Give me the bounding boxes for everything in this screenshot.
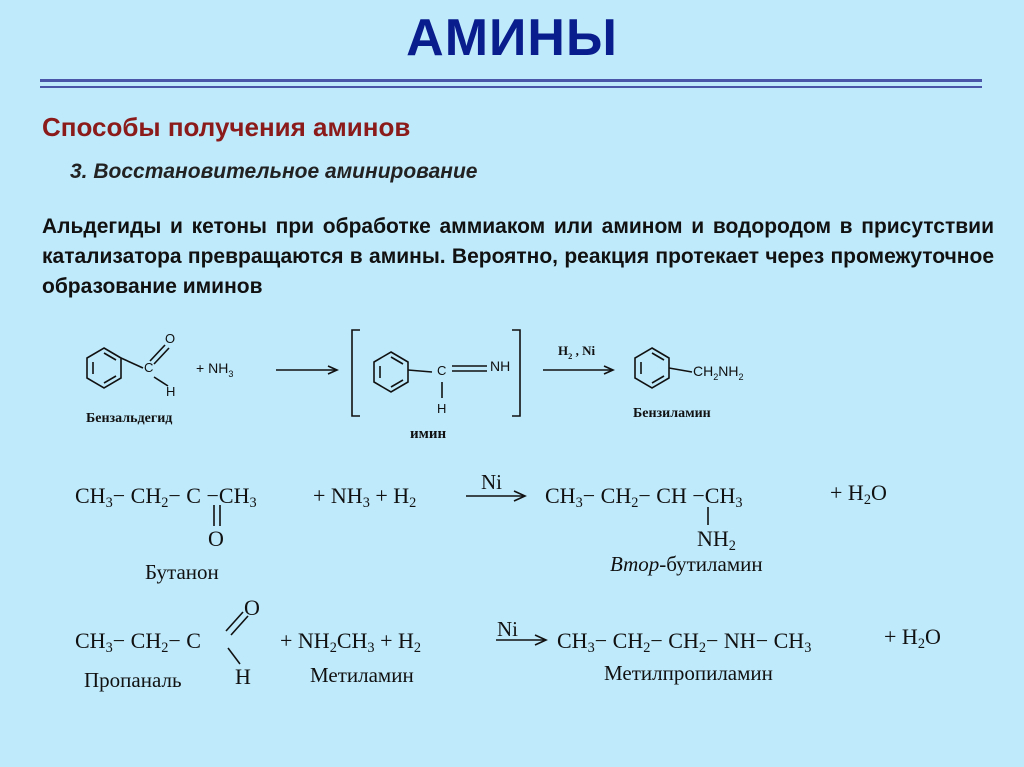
reaction3-reagents: + $NH_2CH_3 + H_2$ — [280, 628, 422, 656]
propanal-oxygen: O — [244, 595, 260, 620]
reaction3-water: + $H_2O$ — [884, 624, 941, 652]
benzene-ring-benzaldehyde — [87, 348, 121, 388]
sec-butylamine-nh2: $NH_2$ — [697, 526, 736, 554]
imine-label: имин — [410, 426, 447, 442]
benzene-ring-imine — [374, 352, 408, 392]
page-title: АМИНЫ — [406, 9, 618, 67]
butanone-formula: $CH_3- CH_2- C -CH_3$ — [75, 483, 257, 511]
propanal-label: Пропаналь — [84, 668, 182, 692]
sec-butylamine-label: Втор-бутиламин — [610, 552, 763, 576]
method-heading: 3. Восстановительное аминирование — [70, 160, 478, 183]
methylpropylamine-label: Метилпропиламин — [604, 661, 773, 685]
butanone-oxygen: O — [208, 526, 224, 551]
reaction2-catalyst: Ni — [481, 470, 502, 494]
benzaldehyde-c: C — [144, 360, 154, 375]
imine-h: H — [437, 401, 447, 416]
methylamine-label: Метиламин — [310, 663, 414, 687]
reaction2-water: + $H_2O$ — [830, 480, 887, 508]
benzene-ring-benzylamine — [635, 348, 669, 388]
butanone-label: Бутанон — [145, 560, 219, 584]
sec-butylamine-formula: $CH_3- CH_2-$ CH $-CH_3$ — [545, 483, 743, 511]
reaction2-reagents: + $NH_3 + H_2$ — [313, 483, 417, 511]
imine-nh: NH — [490, 358, 511, 374]
benzylamine-label: Бензиламин — [633, 406, 711, 421]
benzylamine-ch2nh2: $CH_2NH_2$ — [693, 363, 744, 382]
benzaldehyde-label: Бензальдегид — [86, 411, 173, 426]
section-subtitle: Способы получения аминов — [42, 112, 411, 142]
hydrogen-nickel-condition: $H_2$ , Ni — [558, 343, 596, 361]
propanal-hydrogen: H — [235, 664, 251, 689]
benzaldehyde-h: H — [166, 384, 176, 399]
methylpropylamine-formula: $CH_3- CH_2- CH_2- NH- CH_3$ — [557, 628, 812, 656]
propanal-formula: $CH_3- CH_2- C$ — [75, 628, 201, 656]
description-paragraph: Альдегиды и кетоны при обработке аммиаком или амином и водородом в присутствии катализатора превращаются в амины. Вероятно, реакция протекает через промежуточное образование иминов — [42, 215, 994, 298]
ammonia-reagent: + $NH_3$ — [196, 360, 234, 379]
benzaldehyde-o: O — [165, 331, 176, 346]
reaction3-catalyst: Ni — [497, 617, 518, 641]
imine-c: C — [437, 363, 447, 378]
